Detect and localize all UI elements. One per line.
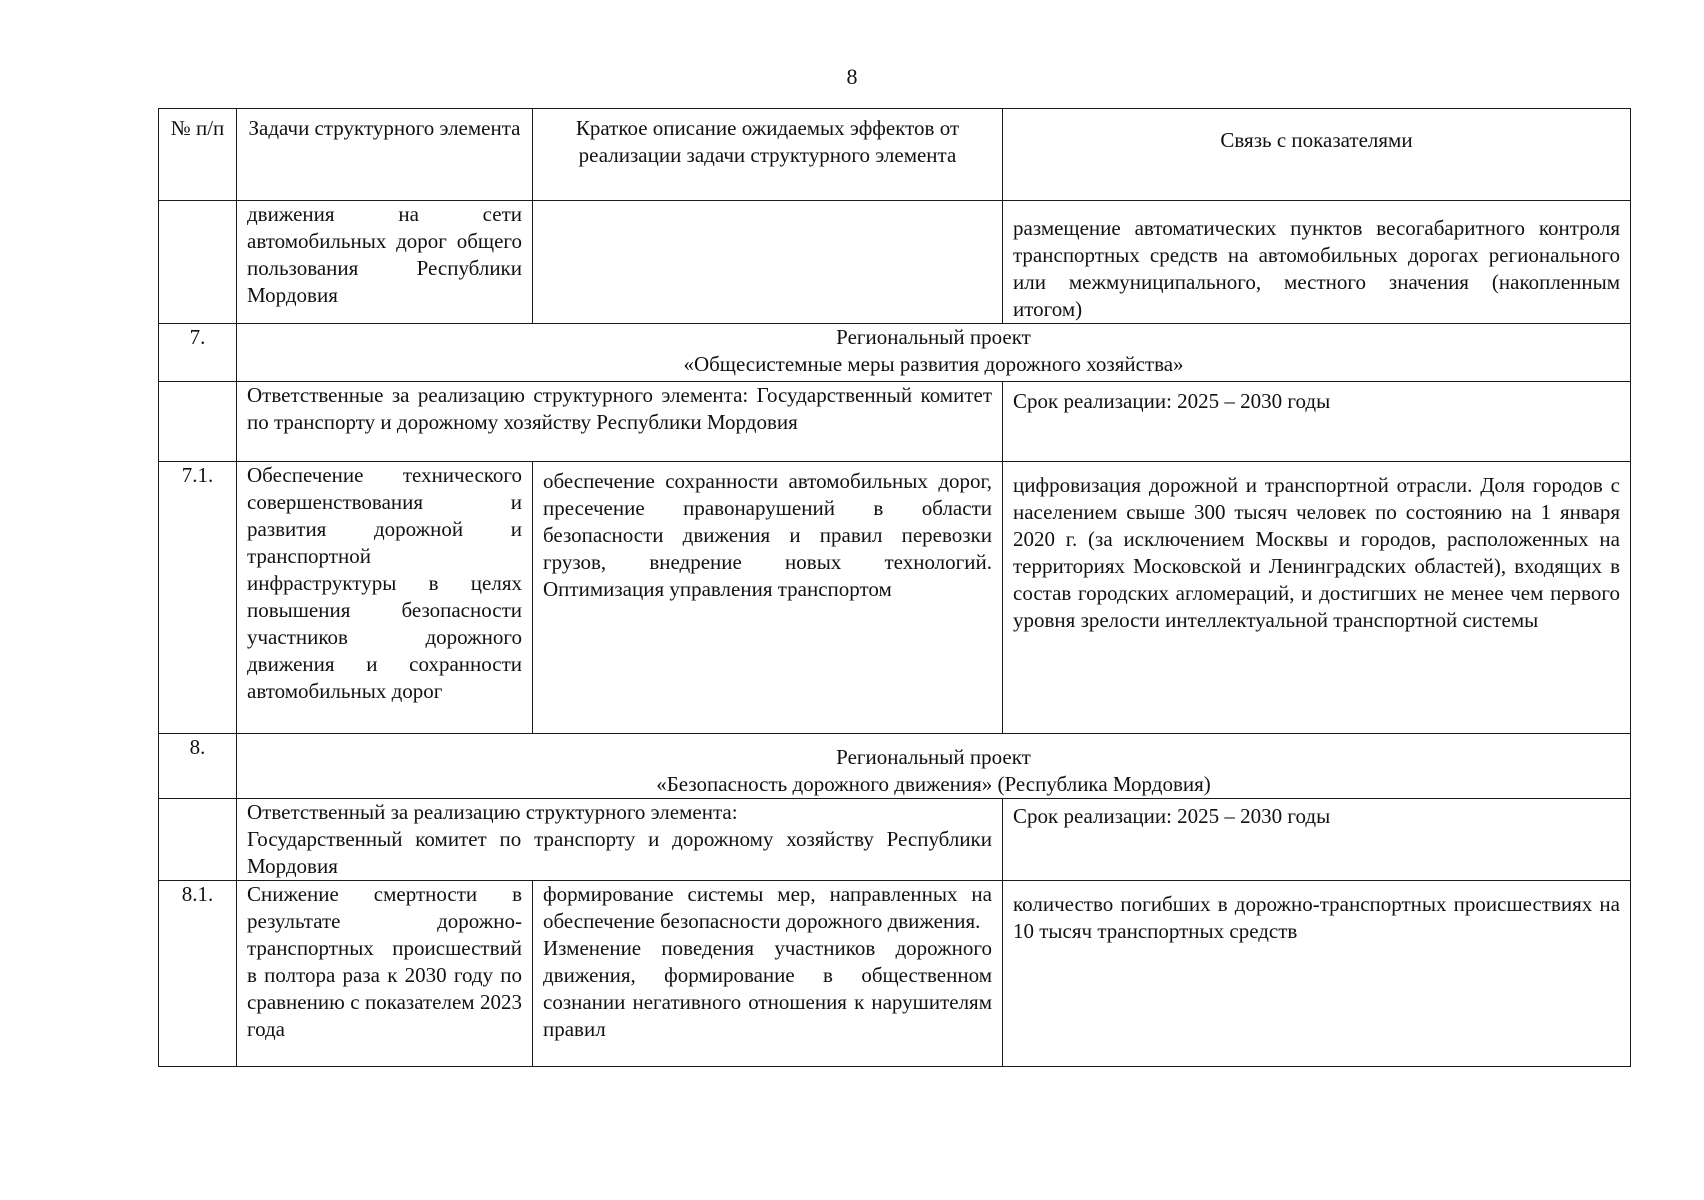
row-num: 7.1. <box>159 462 237 734</box>
header-num: № п/п <box>159 109 237 201</box>
cell-num <box>159 382 237 462</box>
term-cell: Срок реализации: 2025 – 2030 годы <box>1003 382 1631 462</box>
section-title-line2: «Безопасность дорожного движения» (Республика Мордовия) <box>656 772 1211 796</box>
section-num: 8. <box>159 734 237 799</box>
section-title <box>237 734 1631 799</box>
header-link: Связь с показателями <box>1003 109 1631 201</box>
section-title <box>237 324 1631 382</box>
cell-link: размещение автоматических пунктов весогабаритного контроля транспортных средств на автомобильных дорогах регионального или межмуниципального, местного значения (накопленным итогом) <box>1003 201 1631 324</box>
responsible-cell: Ответственные за реализацию структурного элемента: Государственный комитет по транспорту и дорожному хозяйству Республики Мордовия <box>237 382 1003 462</box>
cell-link: цифровизация дорожной и транспортной отрасли. Доля городов с населением свыше 300 тысяч человек по состоянию на 1 января 2020 г. (за исключением Москвы и городов, расположенных на территориях Московской и Ленинградских областей), входящих в состав городских агломераций, и достигших не менее чем первого уровня зрелости интеллектуальной транспортной системы <box>1003 462 1631 734</box>
cell-task: Обеспечение технического совершенствования и развития дорожной и транспортной инфраструктуры в целях повышения безопасности участников дорожного движения и сохранности автомобильных дорог <box>237 462 533 734</box>
row-num: 8.1. <box>159 881 237 1067</box>
responsible-cell <box>237 799 1003 881</box>
header-effects: Краткое описание ожидаемых эффектов от реализации задачи структурного элемента <box>533 109 1003 201</box>
cell-effect <box>533 201 1003 324</box>
responsible-row <box>159 799 1631 881</box>
section-row <box>159 324 1631 382</box>
term-cell: Срок реализации: 2025 – 2030 годы <box>1003 799 1631 881</box>
table-header-row <box>159 109 1631 201</box>
section-title-line2: «Общесистемные меры развития дорожного хозяйства» <box>683 352 1184 376</box>
table-row <box>159 881 1631 1067</box>
header-tasks: Задачи структурного элемента <box>237 109 533 201</box>
cell-task: Снижение смертности в результате дорожно-транспортных происшествий в полтора раза к 2030 году по сравнению с показателем 2023 года <box>237 881 533 1067</box>
table-row <box>159 462 1631 734</box>
structural-elements-table <box>158 108 1631 1067</box>
table-row <box>159 201 1631 324</box>
responsible-line2: Государственный комитет по транспорту и дорожному хозяйству Республики Мордовия <box>247 827 992 878</box>
page-number: 8 <box>846 64 858 89</box>
section-title-line1: Региональный проект <box>836 325 1031 349</box>
cell-effect <box>533 881 1003 1067</box>
effect-paragraph-1: формирование системы мер, направленных на обеспечение безопасности дорожного движения. <box>543 882 992 933</box>
responsible-line1: Ответственный за реализацию структурного элемента: <box>247 800 738 824</box>
section-title-line1: Региональный проект <box>836 745 1031 769</box>
cell-effect: обеспечение сохранности автомобильных дорог, пресечение правонарушений в области безопасности движения и правил перевозки грузов, внедрение новых технологий. Оптимизация управления транспортом <box>533 462 1003 734</box>
cell-num <box>159 201 237 324</box>
responsible-row <box>159 382 1631 462</box>
cell-link: количество погибших в дорожно-транспортных происшествиях на 10 тысяч транспортных средств <box>1003 881 1631 1067</box>
section-num: 7. <box>159 324 237 382</box>
cell-num <box>159 799 237 881</box>
effect-paragraph-2: Изменение поведения участников дорожного движения, формирование в общественном сознании негативного отношения к нарушителям правил <box>543 936 992 1041</box>
section-row <box>159 734 1631 799</box>
cell-task: движения на сети автомобильных дорог общего пользования Республики Мордовия <box>237 201 533 324</box>
